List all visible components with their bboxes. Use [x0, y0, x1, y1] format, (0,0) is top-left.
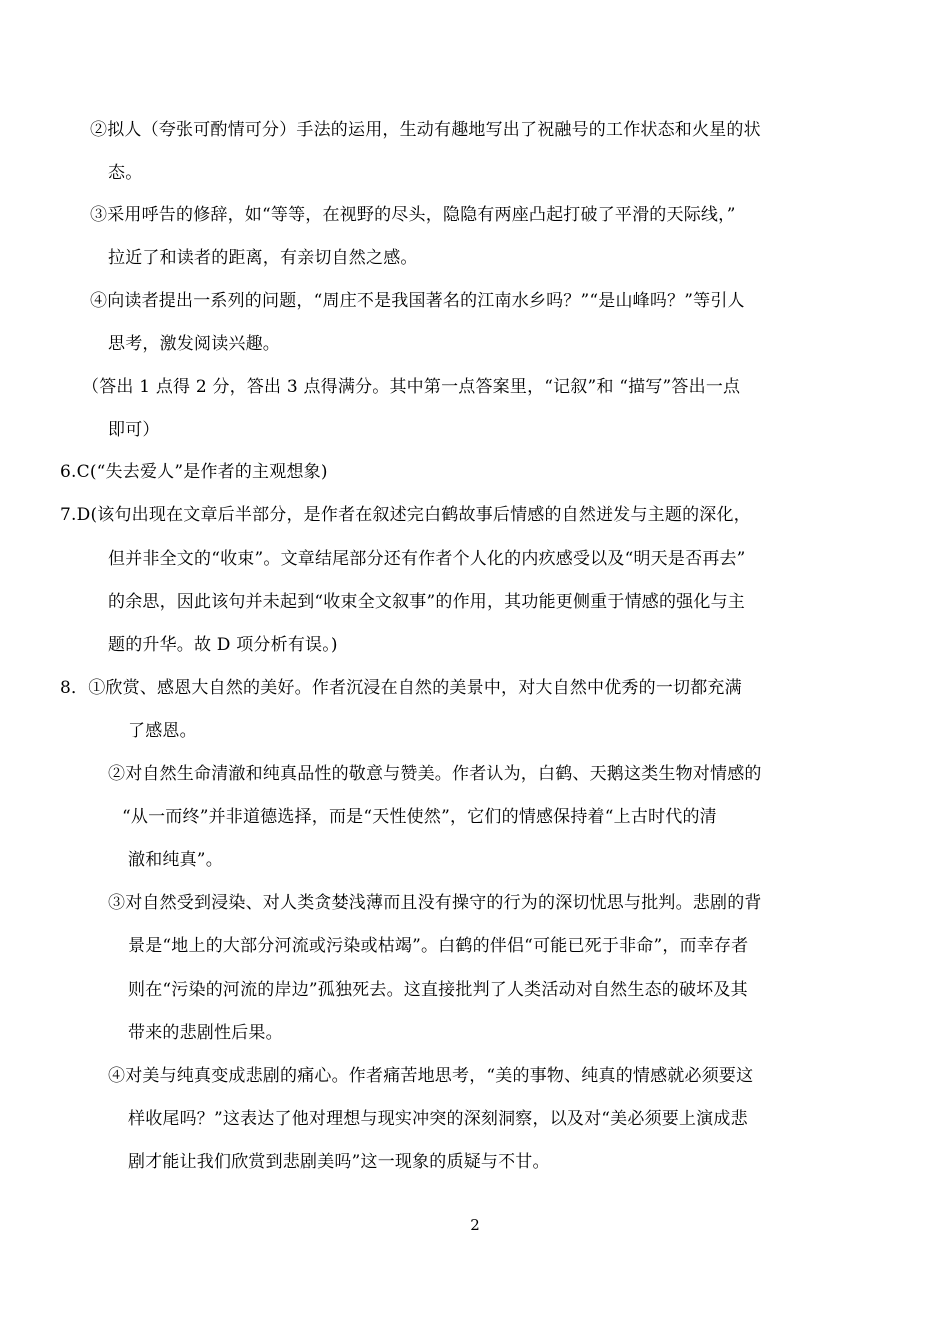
item8-point2-line1: ②对自然生命清澈和纯真品性的敬意与赞美。作者认为，白鹤、天鹅这类生物对情感的 — [108, 764, 762, 784]
item5-point4-line2: 思考，激发阅读兴趣。 — [108, 334, 280, 354]
item8-point4-line2: 样收尾吗？”这表达了他对理想与现实冲突的深刻洞察，以及对“美必须要上演成悲 — [128, 1109, 748, 1129]
item5-point2-line1: ②拟人（夸张可酌情可分）手法的运用，生动有趣地写出了祝融号的工作状态和火星的状 — [90, 120, 761, 140]
item6-answer: 6.C(“失去爱人”是作者的主观想象) — [60, 462, 328, 482]
item5-scoring-note-line1: （答出 1 点得 2 分，答出 3 点得满分。其中第一点答案里，“记叙”和 “描写”答出一点 — [82, 377, 741, 397]
item5-point3-line2: 拉近了和读者的距离，有亲切自然之感。 — [108, 248, 418, 268]
item5-scoring-note-line2: 即可） — [108, 420, 160, 440]
item7-line1: 7.D(该句出现在文章后半部分，是作者在叙述完白鹤故事后情感的自然迸发与主题的深化， — [60, 505, 751, 525]
item5-point2-line2: 态。 — [108, 163, 143, 183]
item5-point4-line1: ④向读者提出一系列的问题，“周庄不是我国著名的江南水乡吗？”“是山峰吗？”等引人 — [90, 291, 745, 311]
item5-point3-line1: ③采用呼告的修辞，如“等等，在视野的尽头，隐隐有两座凸起打破了平滑的天际线，” — [90, 205, 736, 225]
item7-line3: 的余思，因此该句并未起到“收束全文叙事”的作用，其功能更侧重于情感的强化与主 — [108, 592, 745, 612]
item8-point1-line1: 8．①欣赏、感恩大自然的美好。作者沉浸在自然的美景中，对大自然中优秀的一切都充满 — [60, 678, 742, 698]
item8-point1-line2: 了感恩。 — [128, 721, 197, 741]
item8-point3-line1: ③对自然受到浸染、对人类贪婪浅薄而且没有操守的行为的深切忧思与批判。悲剧的背 — [108, 893, 762, 913]
item7-line4: 题的升华。故 D 项分析有误。) — [108, 635, 338, 655]
item7-line2: 但并非全文的“收束”。文章结尾部分还有作者个人化的内疚感受以及“明天是否再去” — [108, 549, 746, 569]
item8-point2-line2: “从一而终”并非道德选择，而是“天性使然”，它们的情感保持着“上古时代的清 — [122, 807, 717, 827]
item8-point2-line3: 澈和纯真”。 — [128, 850, 223, 870]
item8-point3-line3: 则在“污染的河流的岸边”孤独死去。这直接批判了人类活动对自然生态的破坏及其 — [128, 980, 748, 1000]
item8-point3-line2: 景是“地上的大部分河流或污染或枯竭”。白鹤的伴侣“可能已死于非命”，而幸存者 — [128, 936, 749, 956]
item8-point4-line3: 剧才能让我们欣赏到悲剧美吗”这一现象的质疑与不甘。 — [128, 1152, 550, 1172]
item8-point4-line1: ④对美与纯真变成悲剧的痛心。作者痛苦地思考，“美的事物、纯真的情感就必须要这 — [108, 1066, 754, 1086]
item8-point3-line4: 带来的悲剧性后果。 — [128, 1023, 283, 1043]
page-number: 2 — [470, 1216, 480, 1234]
